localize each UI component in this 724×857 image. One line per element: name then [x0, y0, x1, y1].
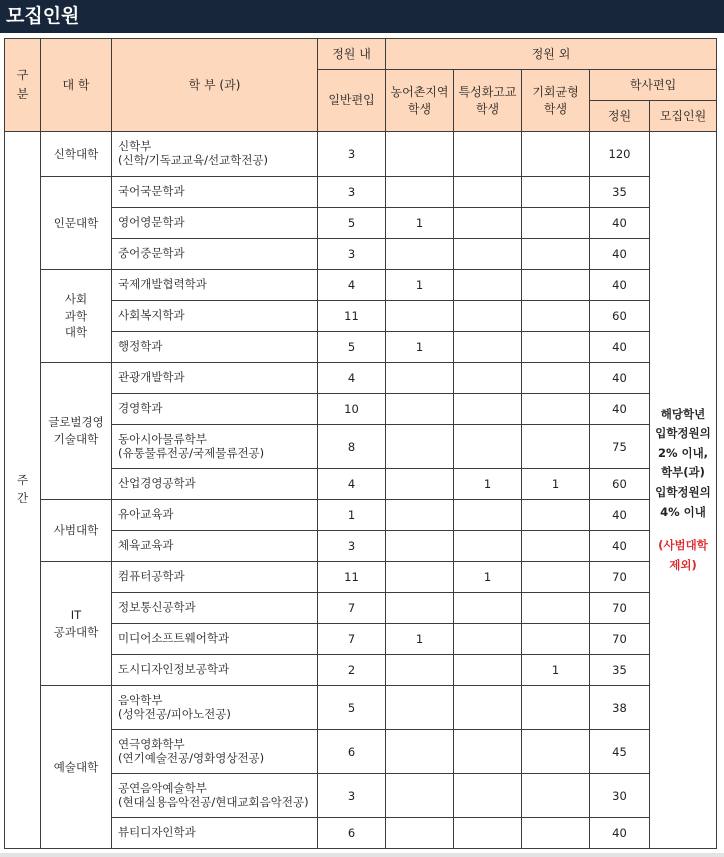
vocational-cell: [454, 624, 522, 655]
vocational-cell: [454, 500, 522, 531]
equal-opportunity-cell: [522, 177, 590, 208]
equal-opportunity-cell: [522, 774, 590, 818]
equal-opportunity-cell: [522, 239, 590, 270]
department-cell: 영어영문학과: [112, 208, 318, 239]
header-rural: 농어촌지역 학생: [386, 70, 454, 132]
vocational-cell: [454, 655, 522, 686]
equal-opportunity-cell: [522, 394, 590, 425]
capacity-cell: 40: [590, 332, 650, 363]
table-row: [5, 239, 717, 270]
general-transfer-cell: 7: [318, 624, 386, 655]
general-transfer-cell: 8: [318, 425, 386, 469]
equal-opportunity-cell: [522, 624, 590, 655]
capacity-cell: 40: [590, 394, 650, 425]
department-cell: 경영학과: [112, 394, 318, 425]
capacity-cell: 40: [590, 208, 650, 239]
table-row: [5, 177, 717, 208]
college-cell: IT 공과대학: [41, 562, 112, 686]
vocational-cell: [454, 239, 522, 270]
department-cell: 뷰티디자인학과: [112, 818, 318, 849]
department-cell: 국제개발협력학과: [112, 270, 318, 301]
recruit-quota-note: [650, 132, 717, 849]
department-cell: 연극영화학부 (연기예술전공/영화영상전공): [112, 730, 318, 774]
capacity-cell: 40: [590, 363, 650, 394]
header-department: 학 부 (과): [112, 39, 318, 132]
college-cell: 예술대학: [41, 686, 112, 849]
capacity-cell: 40: [590, 500, 650, 531]
general-transfer-cell: 3: [318, 531, 386, 562]
table-row: [5, 332, 717, 363]
general-transfer-cell: 2: [318, 655, 386, 686]
general-transfer-cell: 5: [318, 332, 386, 363]
department-cell: 미디어소프트웨어학과: [112, 624, 318, 655]
header-outside-quota: 정원 외: [386, 39, 717, 70]
table-row: [5, 425, 717, 469]
capacity-cell: 40: [590, 270, 650, 301]
capacity-cell: 60: [590, 469, 650, 500]
capacity-cell: 30: [590, 774, 650, 818]
rural-cell: [386, 363, 454, 394]
capacity-cell: 120: [590, 132, 650, 177]
equal-opportunity-cell: 1: [522, 655, 590, 686]
rural-cell: [386, 394, 454, 425]
equal-opportunity-cell: [522, 730, 590, 774]
rural-cell: 1: [386, 270, 454, 301]
table-row: [5, 208, 717, 239]
general-transfer-cell: 3: [318, 132, 386, 177]
equal-opportunity-cell: [522, 208, 590, 239]
rural-cell: [386, 500, 454, 531]
header-within-quota: 정원 내: [318, 39, 386, 70]
table-row: [5, 363, 717, 394]
rural-cell: [386, 686, 454, 730]
general-transfer-cell: 3: [318, 774, 386, 818]
rural-cell: [386, 469, 454, 500]
vocational-cell: [454, 270, 522, 301]
capacity-cell: 75: [590, 425, 650, 469]
table-row: [5, 562, 717, 593]
department-cell: 사회복지학과: [112, 301, 318, 332]
rural-cell: [386, 301, 454, 332]
general-transfer-cell: 11: [318, 562, 386, 593]
equal-opportunity-cell: [522, 301, 590, 332]
department-cell: 산업경영공학과: [112, 469, 318, 500]
department-cell: 관광개발학과: [112, 363, 318, 394]
vocational-cell: [454, 177, 522, 208]
vocational-cell: [454, 818, 522, 849]
general-transfer-cell: 3: [318, 177, 386, 208]
college-cell: 글로벌경영 기술대학: [41, 363, 112, 500]
capacity-cell: 40: [590, 818, 650, 849]
department-cell: 음악학부 (성악전공/피아노전공): [112, 686, 318, 730]
vocational-cell: [454, 301, 522, 332]
equal-opportunity-cell: [522, 363, 590, 394]
equal-opportunity-cell: [522, 593, 590, 624]
rural-cell: [386, 730, 454, 774]
vocational-cell: [454, 425, 522, 469]
department-cell: 컴퓨터공학과: [112, 562, 318, 593]
table-row: [5, 270, 717, 301]
equal-opportunity-cell: [522, 562, 590, 593]
page-title: 모집인원: [0, 0, 724, 33]
general-transfer-cell: 6: [318, 730, 386, 774]
general-transfer-cell: 4: [318, 469, 386, 500]
department-cell: 동아시아물류학부 (유통물류전공/국제물류전공): [112, 425, 318, 469]
rural-cell: [386, 132, 454, 177]
quota-note-exception: (사범대학 제외): [658, 538, 708, 572]
header-vocational: 특성화고교 학생: [454, 70, 522, 132]
capacity-cell: 38: [590, 686, 650, 730]
general-transfer-cell: 3: [318, 239, 386, 270]
rural-cell: [386, 425, 454, 469]
capacity-cell: 40: [590, 531, 650, 562]
quota-note-text: 해당학년 입학정원의 2% 이내, 학부(과) 입학정원의 4% 이내: [655, 406, 711, 519]
department-cell: 공연음악예술학부 (현대실용음악전공/현대교회음악전공): [112, 774, 318, 818]
general-transfer-cell: 4: [318, 270, 386, 301]
rural-cell: [386, 177, 454, 208]
general-transfer-cell: 7: [318, 593, 386, 624]
rural-cell: 1: [386, 208, 454, 239]
table-row: [5, 301, 717, 332]
rural-cell: [386, 818, 454, 849]
capacity-cell: 70: [590, 624, 650, 655]
capacity-cell: 70: [590, 593, 650, 624]
capacity-cell: 60: [590, 301, 650, 332]
table-row: [5, 774, 717, 818]
capacity-cell: 40: [590, 239, 650, 270]
rural-cell: [386, 655, 454, 686]
equal-opportunity-cell: [522, 686, 590, 730]
equal-opportunity-cell: [522, 332, 590, 363]
equal-opportunity-cell: [522, 531, 590, 562]
table-row: [5, 500, 717, 531]
table-row: [5, 531, 717, 562]
general-transfer-cell: 4: [318, 363, 386, 394]
table-row: [5, 686, 717, 730]
table-row: [5, 593, 717, 624]
department-cell: 신학부 (신학/기독교교육/선교학전공): [112, 132, 318, 177]
rural-cell: [386, 593, 454, 624]
equal-opportunity-cell: [522, 425, 590, 469]
department-cell: 도시디자인정보공학과: [112, 655, 318, 686]
college-cell: 사범대학: [41, 500, 112, 562]
equal-opportunity-cell: [522, 818, 590, 849]
table-row: [5, 624, 717, 655]
equal-opportunity-cell: [522, 500, 590, 531]
vocational-cell: [454, 686, 522, 730]
equal-opportunity-cell: [522, 132, 590, 177]
header-college: 대 학: [41, 39, 112, 132]
vocational-cell: [454, 593, 522, 624]
department-cell: 정보통신공학과: [112, 593, 318, 624]
equal-opportunity-cell: [522, 270, 590, 301]
college-cell: 사회 과학 대학: [41, 270, 112, 363]
vocational-cell: [454, 774, 522, 818]
general-transfer-cell: 11: [318, 301, 386, 332]
equal-opportunity-cell: 1: [522, 469, 590, 500]
vocational-cell: [454, 730, 522, 774]
capacity-cell: 35: [590, 177, 650, 208]
department-cell: 체육교육과: [112, 531, 318, 562]
rural-cell: 1: [386, 624, 454, 655]
capacity-cell: 35: [590, 655, 650, 686]
general-transfer-cell: 6: [318, 818, 386, 849]
department-cell: 행정학과: [112, 332, 318, 363]
department-cell: 유아교육과: [112, 500, 318, 531]
table-row: [5, 469, 717, 500]
rural-cell: 1: [386, 332, 454, 363]
college-cell: 인문대학: [41, 177, 112, 270]
header-capacity: 정원: [590, 101, 650, 132]
college-cell: 신학대학: [41, 132, 112, 177]
recruitment-table: [4, 38, 717, 849]
general-transfer-cell: 1: [318, 500, 386, 531]
rural-cell: [386, 774, 454, 818]
table-row: [5, 394, 717, 425]
header-equal-opportunity: 기회균형 학생: [522, 70, 590, 132]
header-division: 구분: [5, 39, 41, 132]
vocational-cell: [454, 132, 522, 177]
vocational-cell: [454, 394, 522, 425]
table-row: [5, 730, 717, 774]
table-row: [5, 818, 717, 849]
capacity-cell: 45: [590, 730, 650, 774]
rural-cell: [386, 562, 454, 593]
division-cell: 주간: [5, 132, 41, 849]
vocational-cell: [454, 208, 522, 239]
rural-cell: [386, 239, 454, 270]
vocational-cell: 1: [454, 469, 522, 500]
header-general-transfer: 일반편입: [318, 70, 386, 132]
header-recruit: 모집인원: [650, 101, 717, 132]
general-transfer-cell: 5: [318, 208, 386, 239]
department-cell: 국어국문학과: [112, 177, 318, 208]
general-transfer-cell: 5: [318, 686, 386, 730]
capacity-cell: 70: [590, 562, 650, 593]
bottom-scroll-strip: [0, 853, 724, 857]
rural-cell: [386, 531, 454, 562]
department-cell: 중어중문학과: [112, 239, 318, 270]
vocational-cell: [454, 363, 522, 394]
vocational-cell: [454, 332, 522, 363]
vocational-cell: [454, 531, 522, 562]
header-bachelor-transfer: 학사편입: [590, 70, 717, 101]
table-row: [5, 655, 717, 686]
general-transfer-cell: 10: [318, 394, 386, 425]
vocational-cell: 1: [454, 562, 522, 593]
table-row: [5, 132, 717, 177]
